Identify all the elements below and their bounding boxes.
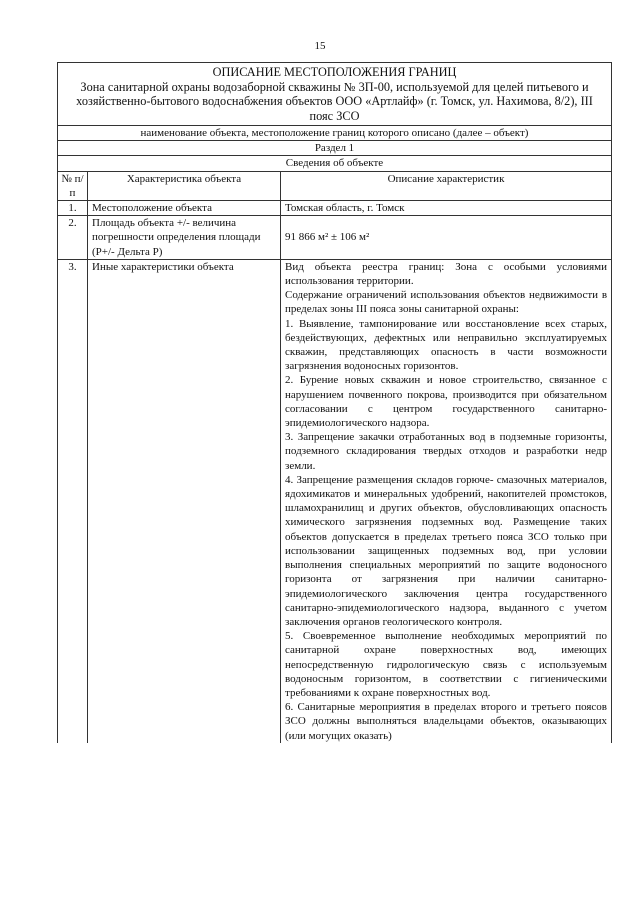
row-description: Томская область, г. Томск [281,201,612,216]
title-subtitle: Зона санитарной охраны водозаборной скважины № 3П-00, используемой для целей питьевого и хозяйственно-бытового водоснабжения объектов ООО «Артлайф» (г. Томск, ул. Нахимова, 8/2), III пояс ЗСО [76,79,593,123]
description-paragraph: 1. Выявление, тампонирование или восстановление всех старых, бездействующих, дефектных или неправильно эксплуатируемых скважин, представляющих опасность в части возможности загрязнения водоносных горизонтов. [285,317,608,373]
boundary-description-table [57,62,612,743]
section-label: Раздел 1 [58,141,612,156]
section-title: Сведения об объекте [58,156,612,171]
column-header-characteristic: Характеристика объекта [88,171,281,200]
description-paragraph: Содержание ограничений использования объектов недвижимости в пределах зоны III пояса зоны санитарной охраны: [285,289,608,316]
description-paragraph: 3. Запрещение закачки отработанных вод в подземные горизонты, подземного складирования твердых отходов и разработки недр земли. [285,431,608,472]
table-row [58,201,612,216]
table-row [58,259,612,742]
description-paragraph: 5. Своевременное выполнение необходимых мероприятий по санитарной охране поверхностных вод, имеющих непосредственную гидрологическую связь с используемым водоносным горизонтом, в соответствии с гигиеническими требованиями к охране поверхностных вод. [285,630,608,699]
title-heading: ОПИСАНИЕ МЕСТОПОЛОЖЕНИЯ ГРАНИЦ [212,65,457,79]
column-header-description: Описание характеристик [281,171,612,200]
description-paragraph: 2. Бурение новых скважин и новое строительство, связанное с нарушением почвенного покрова, производится при обязательном согласовании с центром государственного санитарно-эпидемиологического надзора. [285,374,608,430]
description-paragraph: 6. Санитарные мероприятия в пределах второго и третьего поясов ЗСО должны выполняться владельцами объектов, оказывающих (или могущих оказать) [285,701,608,742]
table-row [58,216,612,260]
page-number: 15 [314,40,326,52]
description-paragraph: Вид объекта реестра границ: Зона с особыми условиями использования территории. [285,260,608,288]
description-paragraph: 4. Запрещение размещения складов горюче- смазочных материалов, ядохимикатов и минеральных удобрений, накопителей промстоков, шламохранилищ и других объектов, обусловливающих опасность химического загрязнения подземных вод. Размещение таких объектов допускается в пределах третьего пояса ЗСО только при использовании защищенных подземных вод, при условии выполнения специальных мероприятий по защите водоносного горизонта от загрязнения при наличии санитарно- эпидемиологического заключения центра государственного санитарно-эпидемиологического надзора, выданного с учетом заключения органов геологического контроля. [285,473,608,628]
row-description [281,259,612,742]
row-num: 1. [58,201,88,216]
row-characteristic: Местоположение объекта [88,201,281,216]
column-header-num: № п/п [58,171,88,200]
row-description: 91 866 м² ± 106 м² [281,216,612,260]
document-title [58,63,612,126]
object-caption: наименование объекта, местоположение границ которого описано (далее – объект) [58,126,612,141]
row-num: 2. [58,216,88,260]
row-num: 3. [58,259,88,742]
row-characteristic: Площадь объекта +/- величина погрешности определения площади (P+/- Дельта P) [88,216,281,260]
row-characteristic: Иные характеристики объекта [88,259,281,742]
